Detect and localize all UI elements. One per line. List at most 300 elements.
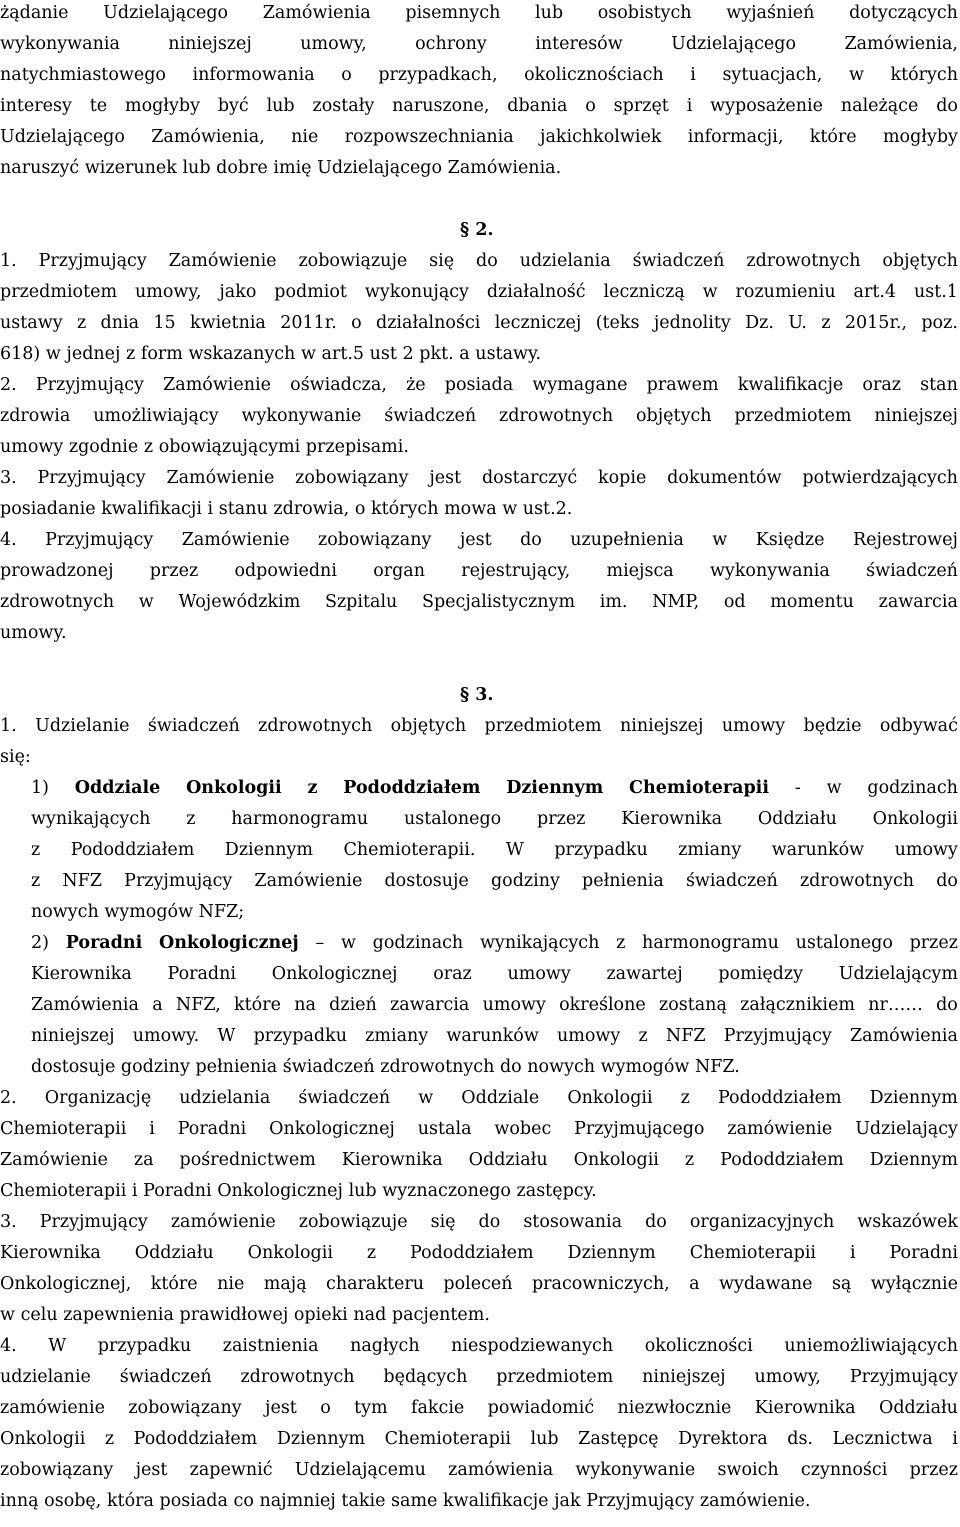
word: z — [680, 1088, 690, 1108]
word: zobowiązuje — [298, 1212, 408, 1232]
word: Pododdziałem — [720, 1150, 844, 1170]
word: pkt. — [419, 344, 454, 364]
word: Onkologii — [872, 809, 958, 829]
word: przez — [909, 933, 958, 953]
word: Szpitalu — [324, 592, 398, 612]
word: na — [294, 995, 316, 1015]
word: Przyjmujący — [723, 1026, 832, 1046]
word: Kierownika — [341, 1150, 443, 1170]
text-line — [31, 835, 958, 866]
word: Kierownika — [0, 1243, 101, 1263]
word: ustawy. — [475, 344, 542, 364]
word: niniejszej — [874, 406, 958, 426]
word: 3. — [0, 468, 17, 488]
word: Kierownika — [621, 809, 723, 829]
word: zobowiązany — [128, 1398, 242, 1418]
word: wskazówek — [857, 1212, 958, 1232]
word: objętych — [390, 716, 467, 736]
word: Udzielającego — [0, 127, 125, 147]
word: o — [585, 96, 596, 116]
word: posiada — [444, 375, 514, 395]
word: godziny — [120, 1057, 190, 1077]
word: zawarcia — [390, 995, 470, 1015]
word: i — [131, 1181, 138, 1201]
word: Zamówienia — [31, 995, 139, 1015]
word: Dziennym — [506, 778, 604, 798]
word: zastępcy. — [516, 1181, 597, 1201]
word: Onkologii — [247, 1243, 333, 1263]
word: okoliczności — [644, 1336, 753, 1356]
word: Onkologii — [0, 1429, 86, 1449]
word: przedmiotem — [0, 282, 118, 302]
word: a — [689, 1274, 700, 1294]
text-line — [0, 525, 958, 556]
word: udzielanie — [0, 1367, 91, 1387]
word: ust.2. — [522, 499, 573, 519]
word: Chemioterapii. — [343, 840, 476, 860]
word: do — [478, 1212, 501, 1232]
word: przypadku — [253, 1026, 347, 1046]
word: 618) — [0, 344, 41, 364]
text-line — [31, 990, 958, 1021]
word: NFZ; — [198, 902, 245, 922]
word: pełnienia — [582, 871, 664, 891]
word: Onkologicznej, — [0, 1274, 132, 1294]
word: Zastępcę — [578, 1429, 659, 1449]
word: wymogów — [600, 1057, 690, 1077]
word: świadczeń — [632, 251, 725, 271]
word: przedmiotem — [496, 1367, 614, 1387]
word: 2) — [31, 933, 49, 953]
word: wykonywanie — [241, 406, 362, 426]
word: wyjaśnień — [726, 3, 815, 23]
word: obowiązującymi — [158, 437, 301, 457]
text-line — [0, 339, 958, 370]
word: Chemioterapii — [384, 1429, 511, 1449]
word: działalności — [376, 313, 481, 333]
word: przedmiotem — [734, 406, 852, 426]
word: Organizację — [44, 1088, 152, 1108]
text-line — [0, 29, 958, 60]
word: Chemioterapii — [689, 1243, 817, 1263]
word: Zamówienie — [163, 375, 271, 395]
word: Onkologii — [567, 1088, 653, 1108]
word: mowa — [444, 499, 497, 519]
word: przez — [537, 809, 586, 829]
word: Dziennym — [567, 1243, 656, 1263]
word: w — [300, 344, 316, 364]
word: zostały — [312, 96, 375, 116]
word: świadczeń — [119, 1367, 212, 1387]
word: zamówienie — [727, 1119, 833, 1139]
word: świadczeń — [298, 1088, 391, 1108]
word: wykonywania — [709, 561, 830, 581]
word: zdrowotnych — [499, 406, 614, 426]
word: celu — [20, 1305, 58, 1325]
word: stanu — [218, 499, 268, 519]
word: jest — [429, 468, 462, 488]
word: do — [520, 530, 542, 550]
word: godziny — [490, 871, 560, 891]
word: pracowniczych, — [531, 1274, 670, 1294]
text-line — [31, 897, 958, 928]
word: Onkologicznej — [158, 933, 299, 953]
word: oraz — [862, 375, 901, 395]
word: (teks — [595, 313, 640, 333]
word: a — [459, 344, 470, 364]
text-line — [0, 463, 958, 494]
word: nowych — [527, 1057, 596, 1077]
word: dzień — [329, 995, 377, 1015]
word: sprzęt — [613, 96, 669, 116]
word: Udzielającego — [317, 158, 443, 178]
word: wyznaczonego — [382, 1181, 511, 1201]
word: rozumieniu — [735, 282, 836, 302]
word: w — [702, 282, 718, 302]
word: Oddziału — [879, 1398, 958, 1418]
word: Zamówienie — [0, 1150, 108, 1170]
word: w — [848, 65, 864, 85]
word: NFZ — [62, 871, 103, 891]
word: świadczeń — [282, 1057, 375, 1077]
word: umowy — [894, 840, 958, 860]
word: będących — [383, 1367, 468, 1387]
word: nie — [291, 127, 319, 147]
text-line — [31, 1021, 958, 1052]
word: umowy — [557, 1026, 621, 1046]
word: lub — [530, 1429, 559, 1449]
word: wykonywania — [0, 34, 120, 54]
word: uniemożliwiających — [784, 1336, 958, 1356]
word: lub — [348, 1181, 377, 1201]
word: Onkologicznej — [271, 964, 398, 984]
word: Chemioterapii — [0, 1119, 127, 1139]
word: być — [217, 96, 249, 116]
word: podmiot — [274, 282, 347, 302]
word: wobec — [494, 1119, 552, 1139]
word: lub — [535, 3, 564, 23]
word: NFZ, — [175, 995, 221, 1015]
word: umożliwiający — [93, 406, 219, 426]
word: W — [48, 1336, 67, 1356]
word: umowy — [721, 716, 786, 736]
text-line — [31, 804, 958, 835]
word: Zamówienia — [850, 1026, 958, 1046]
section-heading: § 2. — [460, 220, 494, 240]
word: w — [826, 778, 842, 798]
word: z — [821, 313, 831, 333]
word: Onkologicznej — [269, 1119, 395, 1139]
text-line — [31, 866, 958, 897]
text-line — [0, 60, 958, 91]
word: przypadkach, — [378, 65, 498, 85]
word: informacji, — [687, 127, 784, 147]
word: Poradni — [143, 1181, 212, 1201]
word: się — [429, 251, 455, 271]
text-line — [0, 308, 958, 339]
word: w — [45, 344, 61, 364]
word: niezwłocznie — [617, 1398, 732, 1418]
word: zapewnienia — [63, 1305, 174, 1325]
word: wykonywanie — [575, 1460, 696, 1480]
word: Przyjmujący — [38, 251, 147, 271]
word: Chemioterapii — [0, 1181, 127, 1201]
word: pacjentem. — [391, 1305, 490, 1325]
text-line — [0, 1486, 958, 1517]
word: które — [234, 995, 281, 1015]
word: do — [936, 995, 958, 1015]
word: i — [207, 499, 214, 519]
word: zamówienie — [170, 1212, 276, 1232]
word: Przyjmujący — [45, 530, 154, 550]
text-line — [0, 1393, 958, 1424]
text-line — [0, 618, 958, 649]
word: natychmiastowego — [0, 65, 166, 85]
word: swoich — [717, 1460, 779, 1480]
text-line — [0, 1207, 958, 1238]
word: umowy. — [132, 1026, 200, 1046]
word: lub — [182, 158, 211, 178]
word: charakteru — [326, 1274, 424, 1294]
word: leczniczą — [603, 282, 685, 302]
word: których — [370, 499, 439, 519]
word: udzielania — [179, 1088, 271, 1108]
text-line — [0, 401, 958, 432]
word: Specjalistycznym — [421, 592, 576, 612]
word: poz. — [921, 313, 958, 333]
word: do — [936, 871, 958, 891]
word: nad — [353, 1305, 387, 1325]
word: mogłyby — [882, 127, 958, 147]
word: wymagane — [532, 375, 628, 395]
word: Pododdziałem — [717, 1088, 842, 1108]
word: o — [320, 1398, 331, 1418]
word: kwalifikacje — [737, 375, 844, 395]
word: naruszyć — [0, 158, 80, 178]
word: 2. — [0, 1088, 17, 1108]
word: która — [106, 1491, 154, 1511]
word: zapewnić — [189, 1460, 273, 1480]
word: pisemnych — [405, 3, 501, 23]
word: zamówienie — [0, 1398, 105, 1418]
word: czynności — [800, 1460, 888, 1480]
word: okolicznościach — [524, 65, 664, 85]
word: NFZ. — [694, 1057, 740, 1077]
text-line — [0, 432, 958, 463]
text-line — [0, 742, 958, 773]
word: zdrowotnych — [258, 716, 373, 736]
word: leczniczej — [494, 313, 582, 333]
word: umowy — [0, 437, 64, 457]
word: przepisami. — [305, 437, 409, 457]
word: z — [616, 933, 626, 953]
word: informowania — [192, 65, 315, 85]
word: zdrowotnych — [240, 1367, 355, 1387]
word: im. — [599, 592, 628, 612]
word: takie — [341, 1491, 386, 1511]
word: ust — [369, 344, 397, 364]
word: Pododdziałem — [133, 1429, 258, 1449]
word: oświadcza, — [290, 375, 387, 395]
word: z — [684, 1150, 695, 1170]
word: Przyjmującego — [574, 1119, 705, 1139]
word: poleceń — [443, 1274, 513, 1294]
word: świadczeń — [384, 406, 477, 426]
word: kwalifikacji — [101, 499, 202, 519]
word: wymogów — [104, 902, 194, 922]
word: przypadku — [97, 1336, 192, 1356]
word: Zamówienia, — [151, 127, 265, 147]
word: i — [952, 1429, 958, 1449]
word: i — [690, 65, 696, 85]
word: osobę, — [44, 1491, 102, 1511]
word: zdrowotnych — [0, 592, 115, 612]
word: należące — [840, 96, 919, 116]
word: nagłych — [350, 1336, 420, 1356]
word: kwalifikacje — [443, 1491, 549, 1511]
word: wyposażenie — [710, 96, 823, 116]
word: zgodnie — [68, 437, 139, 457]
text-line — [0, 1114, 958, 1145]
word: najmniej — [259, 1491, 336, 1511]
word: Onkologii — [573, 1150, 659, 1170]
word: 2. — [0, 375, 17, 395]
word: a — [152, 995, 163, 1015]
word: Pododdziałem — [70, 840, 195, 860]
word: Pododdziałem — [410, 1243, 534, 1263]
word: będzie — [803, 716, 862, 736]
word: do — [476, 251, 498, 271]
word: w — [340, 933, 356, 953]
word: i — [849, 1243, 856, 1263]
text-line — [0, 91, 958, 122]
text-line — [0, 1145, 958, 1176]
word: które — [809, 127, 857, 147]
word: zamówienie. — [699, 1491, 811, 1511]
word: za — [133, 1150, 154, 1170]
word: form — [140, 344, 183, 364]
word: art.4 — [853, 282, 897, 302]
word: Udzielającemu — [294, 1460, 426, 1480]
word: Oddziału — [134, 1243, 214, 1263]
word: harmonogramu — [231, 809, 369, 829]
word: Dyrektora — [678, 1429, 768, 1449]
word: Chemioterapii — [629, 778, 769, 798]
word: o — [354, 499, 366, 519]
word: warunków — [446, 1026, 539, 1046]
word: dbania — [507, 96, 568, 116]
word: NFZ — [665, 1026, 706, 1046]
word: kwietnia — [190, 313, 266, 333]
word: o — [351, 313, 362, 333]
word: prowadzonej — [0, 561, 114, 581]
text-line — [0, 1362, 958, 1393]
word: Zamówienie — [181, 530, 290, 550]
word: co — [233, 1491, 254, 1511]
word: się: — [0, 747, 31, 767]
word: mogłyby — [124, 96, 200, 116]
word: jak — [554, 1491, 581, 1511]
word: wskazanych — [188, 344, 296, 364]
word: NMP, — [652, 592, 700, 612]
word: Zamówienie — [254, 871, 363, 891]
word: się — [430, 1212, 456, 1232]
word: opieki — [293, 1305, 348, 1325]
word: z — [143, 437, 154, 457]
word: 4. — [0, 530, 17, 550]
word: nowych — [31, 902, 99, 922]
text-line — [0, 711, 958, 742]
word: z — [126, 344, 136, 364]
word: godzinach — [867, 778, 958, 798]
word: przypadku — [554, 840, 648, 860]
word: interesów — [535, 34, 623, 54]
word: zdrowia, — [273, 499, 350, 519]
word: świadczeń — [866, 561, 958, 581]
word: 3. — [0, 1212, 17, 1232]
word: jest — [135, 1460, 168, 1480]
word: z — [76, 313, 87, 333]
word: 1. — [0, 716, 17, 736]
word: objętych — [882, 251, 958, 271]
word: świadczeń — [685, 871, 778, 891]
word: zobowiązany — [318, 530, 432, 550]
word: 1) — [31, 778, 49, 798]
word: zmiany — [678, 840, 742, 860]
word: dostosuje — [384, 871, 469, 891]
text-line — [0, 494, 958, 525]
word: zaistnienia — [222, 1336, 319, 1356]
word: fakcie — [411, 1398, 465, 1418]
word: Dziennym — [869, 1150, 958, 1170]
word: zostaną — [658, 995, 727, 1015]
word: z — [186, 809, 196, 829]
word: Poradni — [167, 964, 237, 984]
word: w — [712, 530, 728, 550]
word: pomiędzy — [718, 964, 803, 984]
word: do — [499, 1057, 522, 1077]
word: 4. — [0, 1336, 17, 1356]
word: Dziennym — [276, 1429, 366, 1449]
word: W — [505, 840, 524, 860]
word: udzielania — [519, 251, 611, 271]
word: Przyjmujący — [37, 468, 146, 488]
word: 15 — [153, 313, 176, 333]
word: zobowiązany — [295, 468, 409, 488]
word: umowy — [507, 964, 571, 984]
word: zamówienia — [448, 1460, 554, 1480]
word: z — [366, 1243, 377, 1263]
word: Udzielającego — [671, 34, 797, 54]
word: prawem — [646, 375, 719, 395]
word: lub — [266, 96, 295, 116]
word: ustala — [417, 1119, 472, 1139]
word: uzupełnienia — [570, 530, 684, 550]
text-line — [0, 277, 958, 308]
text-line — [0, 556, 958, 587]
word: Zamówienie — [168, 251, 277, 271]
word: Oddziale — [74, 778, 161, 798]
word: ustalonego — [403, 809, 502, 829]
word: jest — [459, 530, 492, 550]
word: umowy, — [300, 34, 367, 54]
word: świadczeń — [147, 716, 240, 736]
word: jednej — [66, 344, 121, 364]
word: zdrowotnych — [380, 1057, 495, 1077]
word: zobowiązuje — [298, 251, 408, 271]
word: 1. — [0, 251, 17, 271]
word: zdrowotnych — [746, 251, 861, 271]
